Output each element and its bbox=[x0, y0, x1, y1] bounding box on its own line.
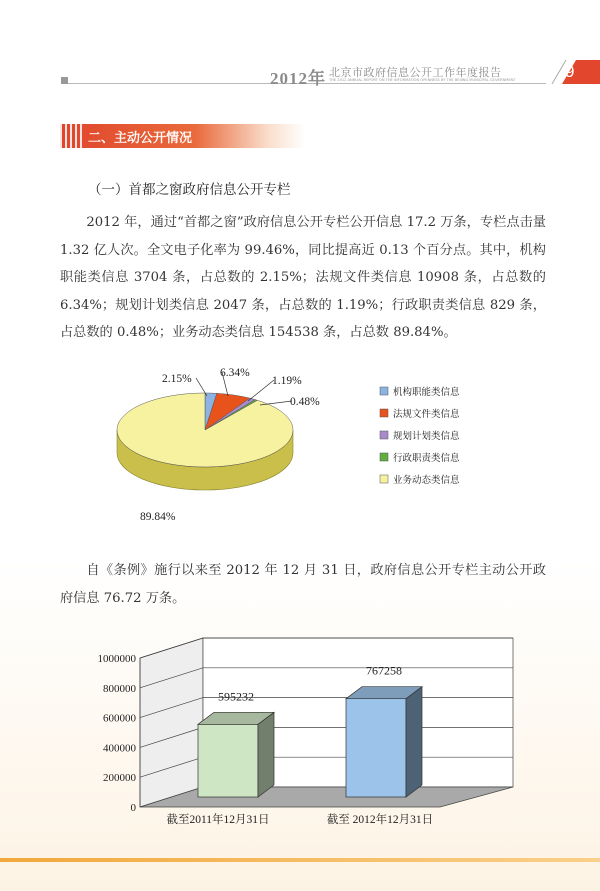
pie-label-3: 0.48% bbox=[290, 396, 320, 408]
pie-legend-swatch-4 bbox=[380, 475, 388, 483]
page-number: 9 bbox=[565, 62, 575, 81]
bar-left-wall bbox=[140, 638, 203, 807]
header-square bbox=[61, 77, 68, 84]
subsection-title: （一）首都之窗政府信息公开专栏 bbox=[88, 182, 291, 198]
pie-label-2: 1.19% bbox=[272, 375, 302, 387]
bar-front-0 bbox=[198, 724, 258, 797]
bar-value-label-0: 595232 bbox=[218, 689, 254, 704]
bar-floor bbox=[140, 787, 513, 807]
pie-label-4: 89.84% bbox=[140, 511, 176, 523]
bar-chart-svg bbox=[97, 622, 502, 832]
pie-legend-swatch-3 bbox=[380, 453, 388, 461]
pie-label-0: 2.15% bbox=[162, 373, 192, 385]
bar-chart bbox=[97, 622, 502, 832]
pie-legend-label-1: 法规文件类信息 bbox=[393, 410, 460, 420]
bar-ytick-5: 1000000 bbox=[97, 653, 136, 665]
pie-legend-label-0: 机构职能类信息 bbox=[393, 388, 460, 398]
paragraph-summary: 2012 年，通过“首都之窗”政府信息公开专栏公开信息 17.2 万条，专栏点击量 1.32 亿人次。全文电子化率为 99.46%，同比提高近 0.13 个百分点。其中，机构职能类信息 3704 条，占总数的 2.15%；法规文件类信息 10908 条，占总数的 6.34%；规划计划类信息 2047 条，占总数的 1.19%；行政职责类信息 829 条，占总数的 0.48%；业务动态类信息 154538 条，占总数 89.84%。 bbox=[60, 215, 546, 340]
pie-leader-2 bbox=[248, 380, 274, 401]
bar-side-1 bbox=[406, 687, 422, 797]
bar-value-label-1: 767258 bbox=[366, 663, 402, 678]
bar-ytick-1: 200000 bbox=[103, 772, 136, 785]
pie-legend-swatch-2 bbox=[380, 431, 388, 439]
banner-stripes bbox=[60, 124, 82, 148]
pie-chart-svg bbox=[110, 360, 490, 530]
header-subtitle: THE 2012 ANNUAL REPORT ON THE INFORMATION OPENNESS BY THE BEIJING MUNICIPAL GOVERNMENT bbox=[329, 78, 516, 82]
pie-legend-label-3: 行政职责类信息 bbox=[393, 454, 460, 464]
bar-category-label-1: 截至 2012年12月31日 bbox=[326, 814, 434, 826]
bar-category-label-0: 截至2011年12月31日 bbox=[166, 814, 270, 826]
section-title: 二、主动公开情况 bbox=[88, 131, 193, 146]
pie-legend-label-2: 规划计划类信息 bbox=[393, 432, 460, 442]
section-banner bbox=[60, 124, 305, 148]
pie-legend-swatch-1 bbox=[380, 409, 388, 417]
bar-ytick-3: 600000 bbox=[103, 712, 136, 725]
bar-ytick-4: 800000 bbox=[103, 682, 136, 695]
pie-chart bbox=[110, 360, 490, 530]
bar-ytick-2: 400000 bbox=[103, 742, 136, 755]
pie-label-1: 6.34% bbox=[220, 367, 250, 379]
pie-legend-label-4: 业务动态类信息 bbox=[393, 476, 460, 486]
header-title: 北京市政府信息公开工作年度报告 bbox=[329, 66, 502, 79]
bar-side-0 bbox=[258, 712, 274, 797]
pie-legend-swatch-0 bbox=[380, 387, 388, 395]
bar-front-1 bbox=[346, 699, 406, 797]
footer-band bbox=[0, 858, 600, 862]
header-year: 2012年 bbox=[270, 69, 326, 88]
bar-ytick-0: 0 bbox=[130, 802, 136, 814]
paragraph-cumulative: 自《条例》施行以来至 2012 年 12 月 31 日，政府信息公开专栏主动公开政府信息 76.72 万条。 bbox=[60, 563, 546, 606]
